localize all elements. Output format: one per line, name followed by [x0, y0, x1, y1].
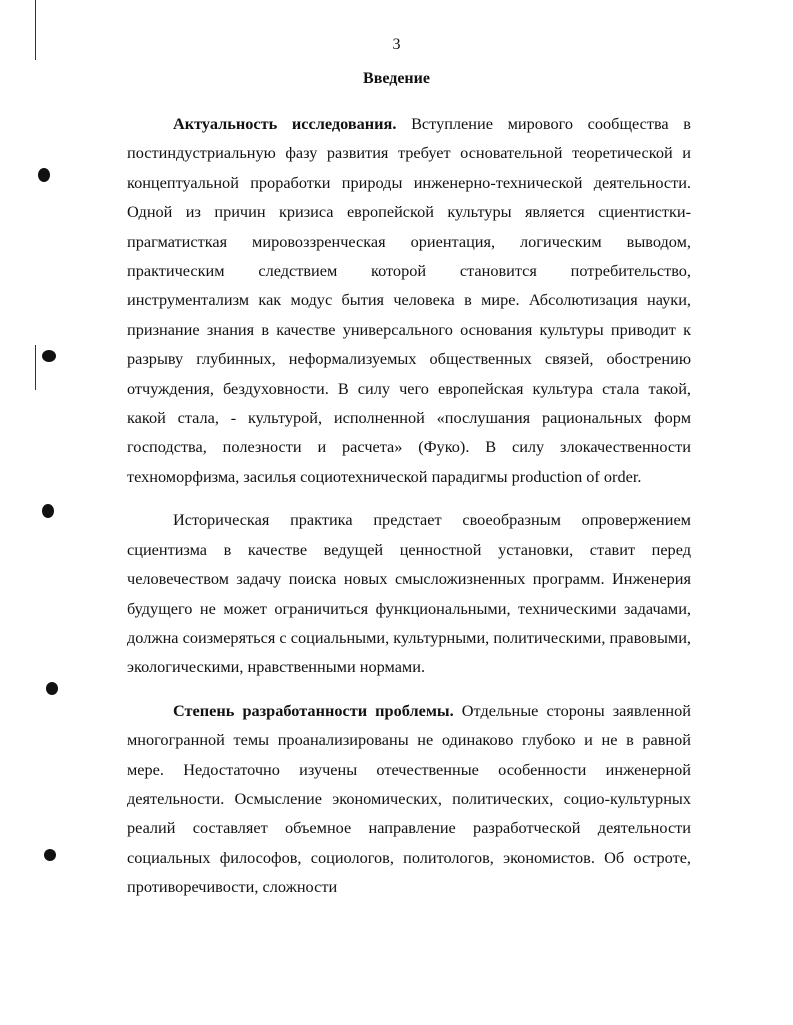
scan-margin-line: [35, 345, 36, 390]
section-heading: Введение: [363, 70, 430, 87]
binding-hole-mark: [42, 350, 56, 362]
page-number: 3: [392, 36, 401, 53]
binding-hole-mark: [42, 504, 54, 518]
paragraph-text: Историческая практика предстает своеобразным опровержением сциентизма в качестве ведущей ценностной установки, ставит перед человечеством задачу поиска новых смысложизненных программ. Инженерия будущего не может ограничиться функциональными, техническими задачами, должна соизмеряться с социальными, культурными, политическими, правовыми, экологическими, нравственными нормами.: [127, 510, 691, 677]
paragraph-text: Отдельные стороны заявленной многогранной темы проанализированы не одинаково глубоко и не в равной мере. Недостаточно изучены отечественные особенности инженерной деятельности. Осмысление экономических, политических, социо-культурных реалий составляет объемное направление разработческой деятельности социальных философов, социологов, политологов, экономистов. Об остроте, противоречивости, сложности: [127, 700, 691, 897]
paragraph-historical-practice: [127, 505, 691, 681]
paragraph-relevance: [127, 109, 691, 491]
paragraph-lead: Степень разработанности проблемы.: [173, 700, 454, 720]
binding-hole-mark: [38, 168, 50, 182]
body-text: [127, 109, 691, 902]
binding-hole-mark: [44, 849, 56, 861]
paragraph-lead: Актуальность исследования.: [173, 114, 397, 133]
paragraph-text: Вступление мирового сообщества в постиндустриальную фазу развития требует основательной теоретической и концептуальной проработки природы инженерно-технической деятельности. Одной из причин кризиса европейской культуры является сциентистки-прагматисткая мировоззренческая ориентация, логическим выводом, практическим следствием которой становится потребительство, инструментализм как модус бытия человека в мире. Абсолютизация науки, признание знания в качестве универсального основания культуры приводит к разрыву глубинных, неформализуемых общественных связей, обострению отчуждения, бездуховности. В силу чего европейская культура стала такой, какой стала, - культурой, исполненной «послушания рациональных форм господства, полезности и расчета» (Фуко). В силу злокачественности техноморфизма, засилья социотехнической парадигмы production of order.: [127, 114, 691, 486]
binding-hole-mark: [46, 682, 58, 695]
paragraph-problem-development: [127, 696, 691, 902]
